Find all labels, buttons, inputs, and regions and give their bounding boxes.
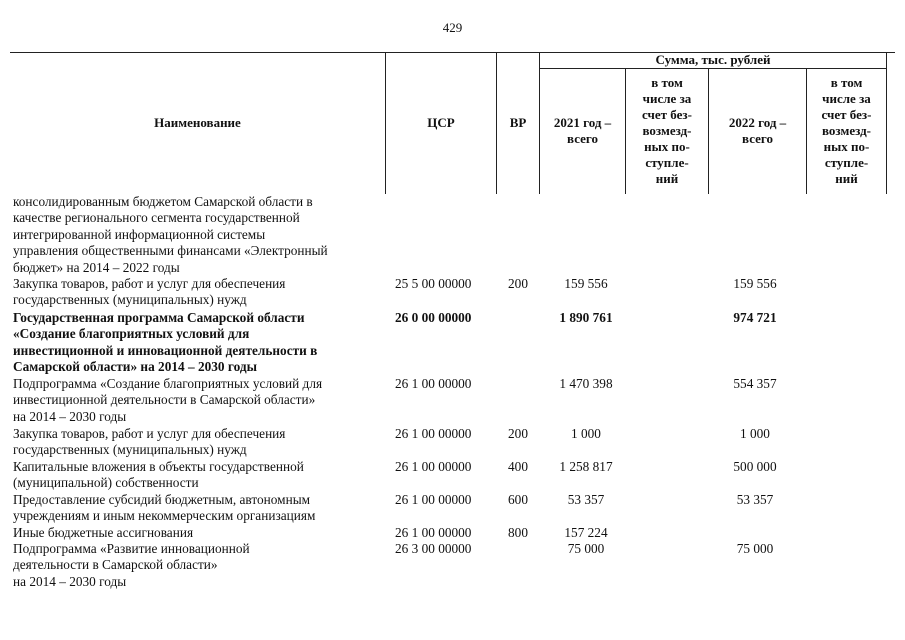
row-name-line: на 2014 – 2030 годы [13,573,127,589]
page-number: 429 [442,20,463,35]
header-2022-free [807,68,886,194]
row-name-line: Капитальные вложения в объекты государственной [13,459,304,474]
row-name-line: (муниципальной) собственности [13,475,199,491]
row-2021-total: 159 556 [564,276,608,291]
row-name-line: учреждениям и иным некоммерческим организациям [13,508,316,524]
row-name-line: на 2014 – 2030 годы [13,408,127,424]
row-csr: 25 5 00 00000 [395,276,472,291]
row-name-line: управления общественными финансами «Электронный [13,243,328,259]
header-line: 2021 год – [553,115,612,130]
header-line: ний [835,171,858,186]
row-2022-total: 159 556 [733,276,777,291]
row-name [13,459,383,492]
row-name-line: «Создание благоприятных условий для [13,326,250,342]
row-name-line: Иные бюджетные ассигнования [13,525,194,540]
table-header [0,52,905,194]
row-csr: 26 0 00 00000 [395,310,472,325]
row-name-line: Подпрограмма «Создание благоприятных условий для [13,376,323,391]
row-name-line: Самарской области» на 2014 – 2030 годы [13,359,257,375]
header-2021-free [626,68,708,194]
header-line: возмезд- [642,123,692,138]
row-2022-total: 53 357 [736,492,774,507]
row-name-line: инвестиционной и инновационной деятельности в [13,342,318,358]
header-line: счет без- [821,107,872,122]
row-vr: 200 [508,276,528,291]
row-name [13,194,383,276]
row-name-line: качестве регионального сегмента государственной [13,210,300,226]
row-csr: 26 1 00 00000 [395,525,472,540]
row-csr: 26 1 00 00000 [395,492,472,507]
row-name [13,492,383,525]
row-name-line: консолидированным бюджетом Самарской области в [13,194,313,209]
row-vr: 200 [508,426,528,441]
row-2021-total: 75 000 [567,541,605,556]
row-2022-total: 974 721 [733,310,777,325]
row-2021-total: 1 258 817 [559,459,613,474]
header-line: ступле- [645,155,689,170]
row-name-line: Закупка товаров, работ и услуг для обеспечения [13,276,286,291]
row-csr: 26 1 00 00000 [395,426,472,441]
row-2021-total: 1 890 761 [559,310,613,325]
header-2021-total [540,68,625,194]
header-line: всего [567,131,598,146]
row-name-line: бюджет» на 2014 – 2022 годы [13,259,180,275]
header-line: возмезд- [822,123,871,138]
row-name [13,525,383,541]
row-name [13,426,383,459]
row-vr: 400 [508,459,528,474]
row-vr: 800 [508,525,528,540]
header-line: в том [830,75,863,90]
header-csr: ЦСР [427,115,455,130]
row-2022-total: 554 357 [733,376,777,391]
row-name-line: Предоставление субсидий бюджетным, автономным [13,492,311,507]
row-name-line: инвестиционной деятельности в Самарской области» [13,392,316,408]
row-name-line: государственных (муниципальных) нужд [13,292,247,308]
header-2022-total [709,68,806,194]
row-csr: 26 3 00 00000 [395,541,472,556]
header-name: Наименование [154,115,241,130]
row-csr: 26 1 00 00000 [395,459,472,474]
header-line: ступле- [824,155,869,170]
row-name [13,276,383,309]
row-2021-total: 1 470 398 [559,376,613,391]
header-line: всего [742,131,773,146]
row-vr: 600 [508,492,528,507]
row-name-line: Закупка товаров, работ и услуг для обеспечения [13,426,286,441]
row-2022-total: 1 000 [740,426,770,441]
row-2021-total: 1 000 [571,426,601,441]
row-2021-total: 157 224 [564,525,608,540]
row-name-line: деятельности в Самарской области» [13,557,218,573]
header-line: числе за [822,91,871,106]
row-name-line: Государственная программа Самарской области [13,310,305,325]
header-line: в том [651,75,683,90]
row-name-line: интегрированной информационной системы [13,226,266,242]
row-name [13,376,383,425]
header-line: ных по- [644,139,690,154]
row-2022-total: 500 000 [733,459,777,474]
row-name-line: Подпрограмма «Развитие инновационной [13,541,250,556]
header-line: числе за [642,91,692,106]
header-line: ний [655,171,679,186]
row-name-line: государственных (муниципальных) нужд [13,442,247,458]
header-vr: ВР [509,115,527,130]
header-line: ных по- [823,139,870,154]
row-2022-total: 75 000 [736,541,774,556]
row-name [13,310,383,376]
row-2021-total: 53 357 [567,492,605,507]
row-name [13,541,383,590]
row-csr: 26 1 00 00000 [395,376,472,391]
header-line: 2022 год – [728,115,787,130]
header-sum-group: Сумма, тыс. рублей [655,52,771,67]
header-line: счет без- [642,107,692,122]
